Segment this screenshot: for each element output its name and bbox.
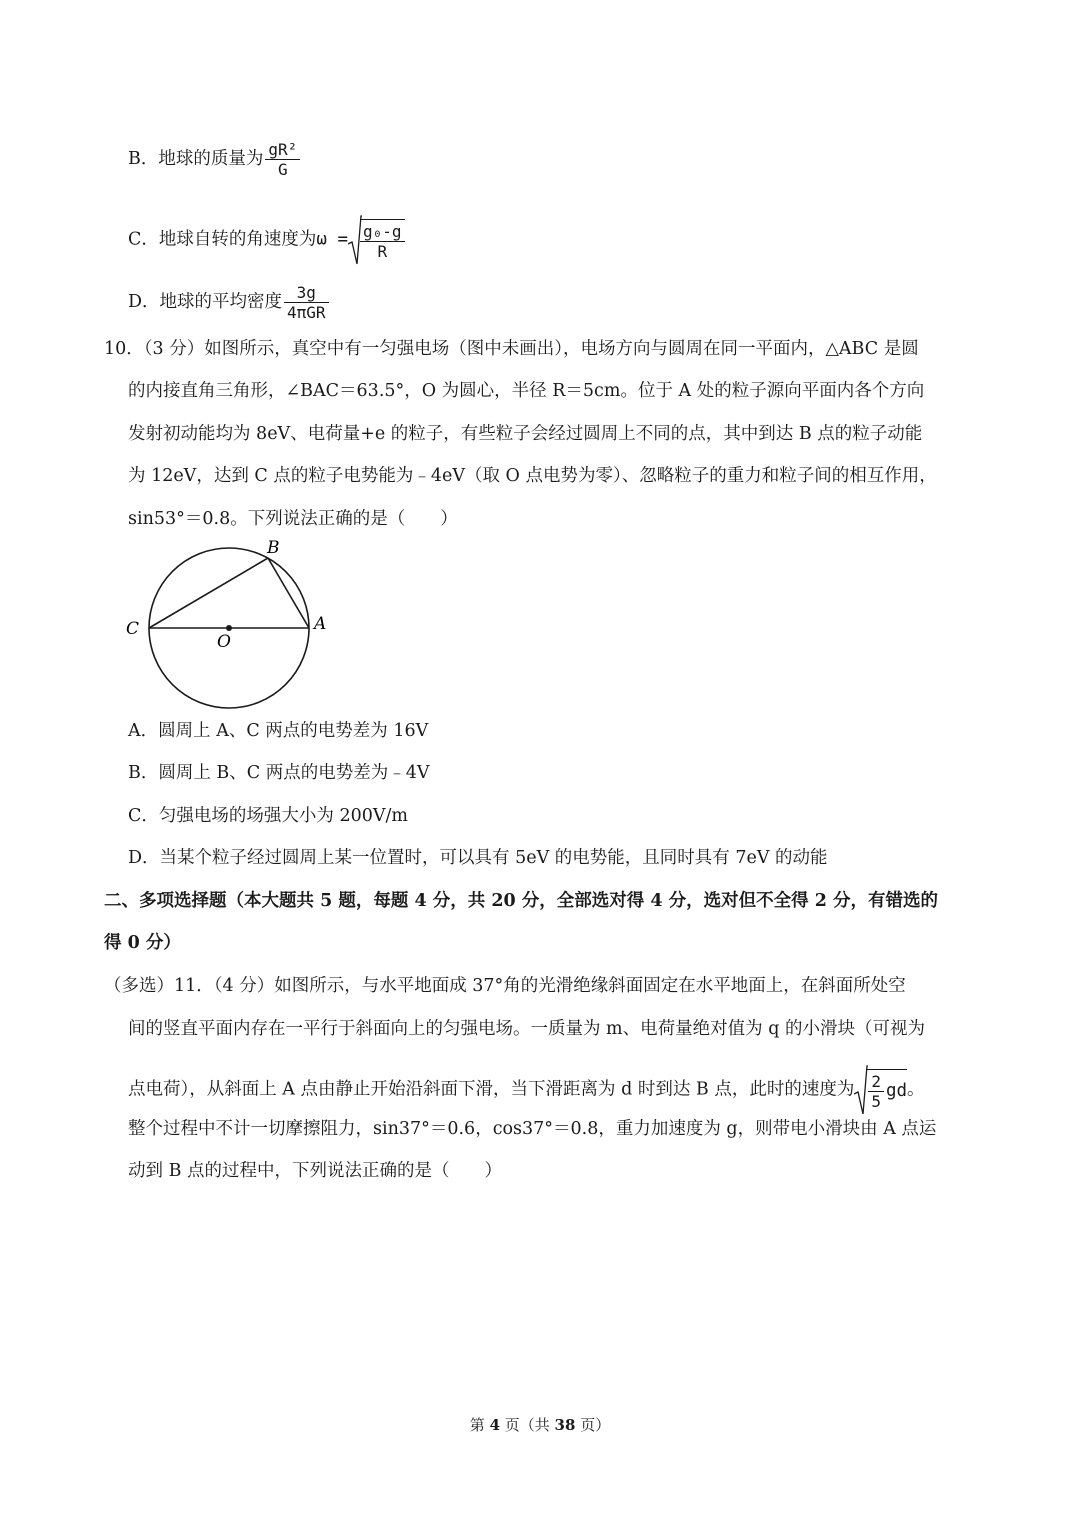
- mass-fraction-num: gR²: [265, 140, 300, 160]
- q9-option-c: [128, 214, 407, 266]
- q9-option-c-text: C．地球自转的角速度为: [128, 229, 317, 250]
- footer-total-pages: 38: [554, 1416, 576, 1434]
- density-fraction-den: 4πGR: [287, 303, 326, 322]
- footer-prefix: 第: [469, 1416, 490, 1434]
- q10-line-5: sin53°＝0.8。下列说法正确的是（ ）: [128, 509, 458, 529]
- footer-page-number: 4: [489, 1416, 500, 1434]
- sqrt-expression: [348, 214, 407, 266]
- q9-option-d-text: D．地球的平均密度: [128, 292, 283, 312]
- section2-heading-line-2: 得 0 分）: [104, 933, 181, 953]
- density-fraction: [284, 283, 329, 322]
- q10-option-d: D．当某个粒子经过圆周上某一位置时，可以具有 5eV 的电势能，且同时具有 7eV 的动能: [128, 848, 828, 868]
- velocity-fraction-den: 5: [871, 1092, 881, 1111]
- q11-line-3: [128, 1064, 925, 1116]
- omega-fraction: [360, 219, 405, 261]
- figure-center-dot: [226, 625, 232, 631]
- q11-line-4: 整个过程中不计一切摩擦阻力，sin37°＝0.6，cos37°＝0.8，重力加速度为 g，则带电小滑块由 A 点运: [128, 1119, 937, 1139]
- q10-line-1: 10．（3 分）如图所示，真空中有一匀强电场（图中未画出），电场方向与圆周在同一平面内，△ABC 是圆: [104, 339, 919, 359]
- q10-option-c: C．匀强电场的场强大小为 200V/m: [128, 806, 408, 826]
- figure-label-b: B: [267, 538, 280, 558]
- page-footer: [0, 1414, 1080, 1435]
- q9-option-b-text: B．地球的质量为: [128, 149, 264, 169]
- figure-label-o: O: [217, 632, 231, 652]
- q11-line-2: 间的竖直平面内存在一平行于斜面向上的匀强电场。一质量为 m、电荷量绝对值为 q 的小滑块（可视为: [128, 1019, 925, 1039]
- omega-fraction-num: g₀-g: [360, 222, 405, 242]
- q10-line-2: 的内接直角三角形，∠BAC＝63.5°，O 为圆心，半径 R＝5cm。位于 A 处的粒子源向平面内各个方向: [128, 381, 925, 401]
- footer-suffix: 页）: [575, 1416, 611, 1434]
- q10-option-a: A．圆周上 A、C 两点的电势差为 16V: [128, 721, 429, 741]
- q10-line-3: 发射初动能均为 8eV、电荷量+e 的粒子，有些粒子会经过圆周上不同的点，其中到达 B 点的粒子动能: [128, 424, 923, 444]
- density-fraction-num: 3g: [284, 283, 329, 303]
- figure-label-c: C: [126, 619, 140, 639]
- omega-fraction-den: R: [377, 242, 388, 261]
- q11-line-5: 动到 B 点的过程中，下列说法正确的是（ ）: [128, 1161, 502, 1181]
- figure-side-cb: [149, 558, 268, 628]
- q10-line-4: 为 12eV，达到 C 点的粒子电势能为﹣4eV（取 O 点电势为零）、忽略粒子的重力和粒子间的相互作用，: [128, 466, 937, 486]
- section2-heading-line-1: 二、多项选择题（本大题共 5 题，每题 4 分，共 20 分，全部选对得 4 分，选对但不全得 2 分，有错选的: [104, 891, 938, 911]
- circle-triangle-figure: [115, 535, 345, 715]
- omega-symbol: ω =: [316, 229, 348, 250]
- footer-middle: 页（共: [500, 1416, 555, 1434]
- velocity-fraction-num: 2: [868, 1072, 884, 1092]
- q10-option-b: B．圆周上 B、C 两点的电势差为﹣4V: [128, 763, 430, 783]
- figure-label-a: A: [314, 614, 327, 634]
- figure-side-ba: [268, 558, 309, 628]
- q11-line-3-text: 点电荷），从斜面上 A 点由静止开始沿斜面下滑，当下滑距离为 d 时到达 B 点，此时的速度为: [128, 1079, 855, 1100]
- mass-fraction: [265, 140, 300, 179]
- velocity-sqrt: [854, 1064, 907, 1116]
- q11-line-3-end: 。: [907, 1079, 925, 1100]
- q9-option-d: [128, 283, 331, 322]
- q9-option-b: [128, 140, 302, 179]
- mass-fraction-den: G: [278, 160, 288, 179]
- velocity-gd: gd: [885, 1081, 908, 1101]
- velocity-fraction: [868, 1072, 884, 1111]
- q11-line-1: （多选）11．（4 分）如图所示，与水平地面成 37°角的光滑绝缘斜面固定在水平地面上，在斜面所处空: [104, 976, 906, 996]
